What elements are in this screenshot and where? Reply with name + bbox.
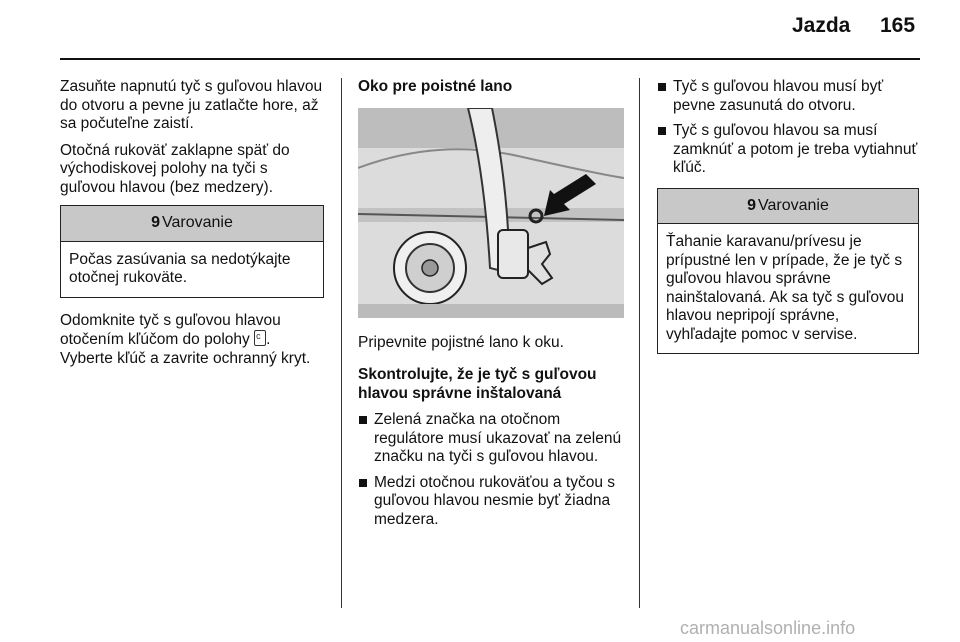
list-item: Tyč s guľovou hlavou musí byť pevne zasunutá do otvoru. — [657, 78, 919, 115]
paragraph — [60, 312, 324, 369]
warning-box — [657, 188, 919, 355]
paragraph-text: Vyberte kľúč a zavrite ochranný kryt. — [60, 349, 311, 367]
checklist — [657, 78, 919, 178]
paragraph-end: . — [266, 331, 271, 348]
figure-illustration — [358, 108, 624, 318]
middle-column — [358, 78, 626, 536]
column-divider-1 — [341, 78, 342, 608]
right-column — [657, 78, 919, 368]
paragraph: Zasuňte napnutú tyč s guľovou hlavou do otvoru a pevne ju zatlačte hore, až sa počuteľne zaistí. — [60, 78, 323, 132]
warning-title: Varovanie — [162, 214, 233, 231]
section-heading: Oko pre poistné lano — [358, 78, 513, 95]
warning-text: Počas zasúvania sa nedotýkajte otočnej rukoväte. — [69, 250, 291, 286]
warning-icon: 9 — [151, 214, 161, 231]
warning-box — [60, 205, 324, 298]
paragraph-text: Odomknite tyč s guľovou hlavou otočením kľúčom do polohy — [60, 311, 281, 348]
list-item: Zelená značka na otočnom regulátore musí ukazovať na zelenú značku na tyči s guľovou hlavou. — [358, 411, 626, 467]
paragraph: Otočná rukoväť zaklapne späť do východiskovej polohy na tyči s guľovou hlavou (bez medzery). — [60, 141, 290, 196]
section-subheading: Skontrolujte, že je tyč s guľovou hlavou správne inštalovaná — [358, 366, 597, 402]
warning-header — [658, 189, 918, 225]
checklist — [358, 411, 626, 529]
page-number: 165 — [880, 14, 916, 37]
lock-position-icon — [254, 330, 266, 346]
warning-header — [61, 206, 323, 242]
warning-text: Ťahanie karavanu/prívesu je prípustné len v prípade, že je tyč s guľovou hlavou správne nainštalovaná. Ak sa tyč s guľovou hlavou nepripojí správne, vyhľadajte pomoc v servise. — [666, 233, 905, 343]
list-item: Tyč s guľovou hlavou sa musí zamknúť a potom je treba vytiahnuť kľúč. — [657, 122, 919, 178]
column-divider-2 — [639, 78, 640, 608]
header-divider — [60, 58, 920, 60]
warning-icon: 9 — [747, 196, 757, 214]
figure-caption: Pripevnite pojistné lano k oku. — [358, 333, 564, 351]
warning-title: Varovanie — [758, 196, 829, 214]
chapter-title: Jazda — [792, 14, 851, 37]
list-item: Medzi otočnou rukoväťou a tyčou s guľovou hlavou nesmie byť žiadna medzera. — [358, 474, 626, 530]
watermark: carmanualsonline.info — [680, 618, 856, 638]
lock-position-symbol: c — [256, 331, 261, 341]
left-column — [60, 78, 324, 376]
tow-bar-eye-illustration — [358, 108, 624, 318]
